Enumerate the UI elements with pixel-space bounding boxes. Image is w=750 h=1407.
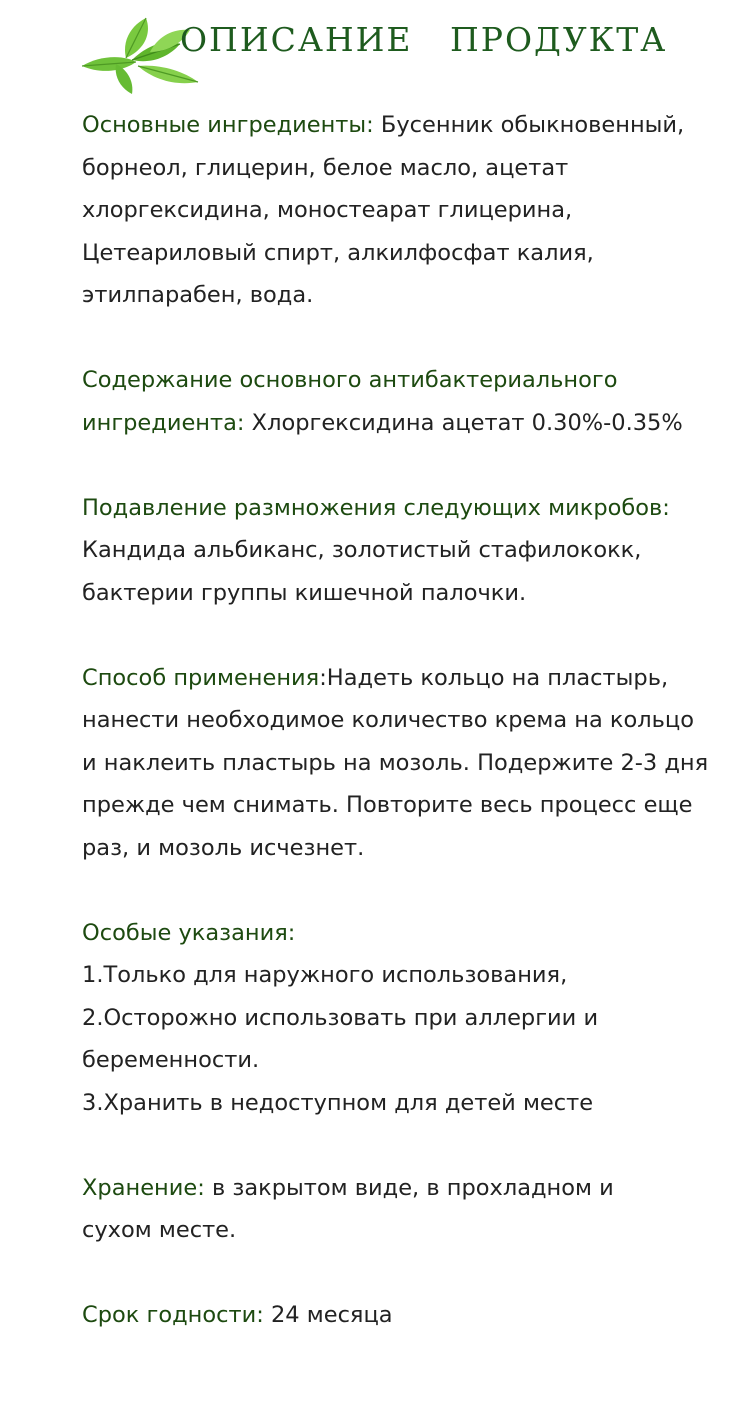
- notes-text: беременности.: [82, 1047, 260, 1073]
- antibacterial-label: Содержание основного антибактериального: [82, 367, 618, 393]
- storage-section: [82, 1167, 722, 1252]
- usage-section: [82, 657, 722, 870]
- notes-section: [82, 912, 722, 1125]
- storage-label: Хранение:: [82, 1174, 205, 1201]
- ingredients-text: Цетеариловый спирт, алкилфосфат калия,: [82, 239, 594, 266]
- usage-text: и наклеить пластырь на мозоль. Подержите 2-3 дня: [82, 749, 709, 776]
- notes-text: 2.Осторожно использовать при аллергии и: [82, 1004, 599, 1031]
- antibacterial-label: ингредиента:: [82, 409, 245, 436]
- usage-text: раз, и мозоль исчезнет.: [82, 834, 365, 861]
- ingredients-text: Бусенник обыкновенный,: [373, 112, 685, 138]
- storage-text: сухом месте.: [82, 1217, 237, 1243]
- shelf-life-section: [82, 1294, 722, 1337]
- ingredients-section: [82, 104, 722, 317]
- usage-label: Способ применения: [82, 664, 320, 691]
- storage-text: в закрытом виде, в прохладном и: [204, 1174, 614, 1201]
- microbes-section: [82, 487, 722, 615]
- ingredients-text: борнеол, глицерин, белое масло, ацетат: [82, 154, 569, 181]
- page-title: ОПИСАНИЕ ПРОДУКТА: [180, 20, 668, 59]
- antibacterial-value: Хлоргексидина ацетат 0.30%-0.35%: [244, 409, 683, 436]
- microbes-text: бактерии группы кишечной палочки.: [82, 579, 527, 606]
- shelf-life-value: 24 месяца: [263, 1302, 393, 1328]
- ingredients-text: хлоргексидина, моностеарат глицерина,: [82, 197, 573, 223]
- shelf-life-line: [82, 1294, 722, 1337]
- usage-text: нанести необходимое количество крема на кольцо: [82, 707, 695, 733]
- notes-text: 3.Хранить в недоступном для детей месте: [82, 1089, 594, 1116]
- usage-text: :Надеть кольцо на пластырь,: [319, 664, 669, 691]
- microbes-text: Кандида альбиканс, золотистый стафилококк,: [82, 537, 642, 563]
- usage-line-1: [82, 657, 722, 700]
- ingredients-label: Основные ингредиенты:: [82, 112, 374, 138]
- shelf-life-label: Срок годности:: [82, 1302, 264, 1328]
- notes-label: Особые указания:: [82, 919, 296, 946]
- antibacterial-line-2: [82, 402, 722, 445]
- microbes-label: Подавление размножения следующих микробов:: [82, 494, 670, 521]
- header: [0, 0, 750, 95]
- ingredients-line-1: [82, 104, 722, 147]
- storage-line-1: [82, 1167, 722, 1210]
- usage-text: прежде чем снимать. Повторите весь процесс еще: [82, 792, 693, 818]
- antibacterial-section: [82, 359, 722, 444]
- ingredients-text: этилпарабен, вода.: [82, 282, 314, 308]
- notes-text: 1.Только для наружного использования,: [82, 962, 568, 988]
- product-description: [82, 104, 722, 1379]
